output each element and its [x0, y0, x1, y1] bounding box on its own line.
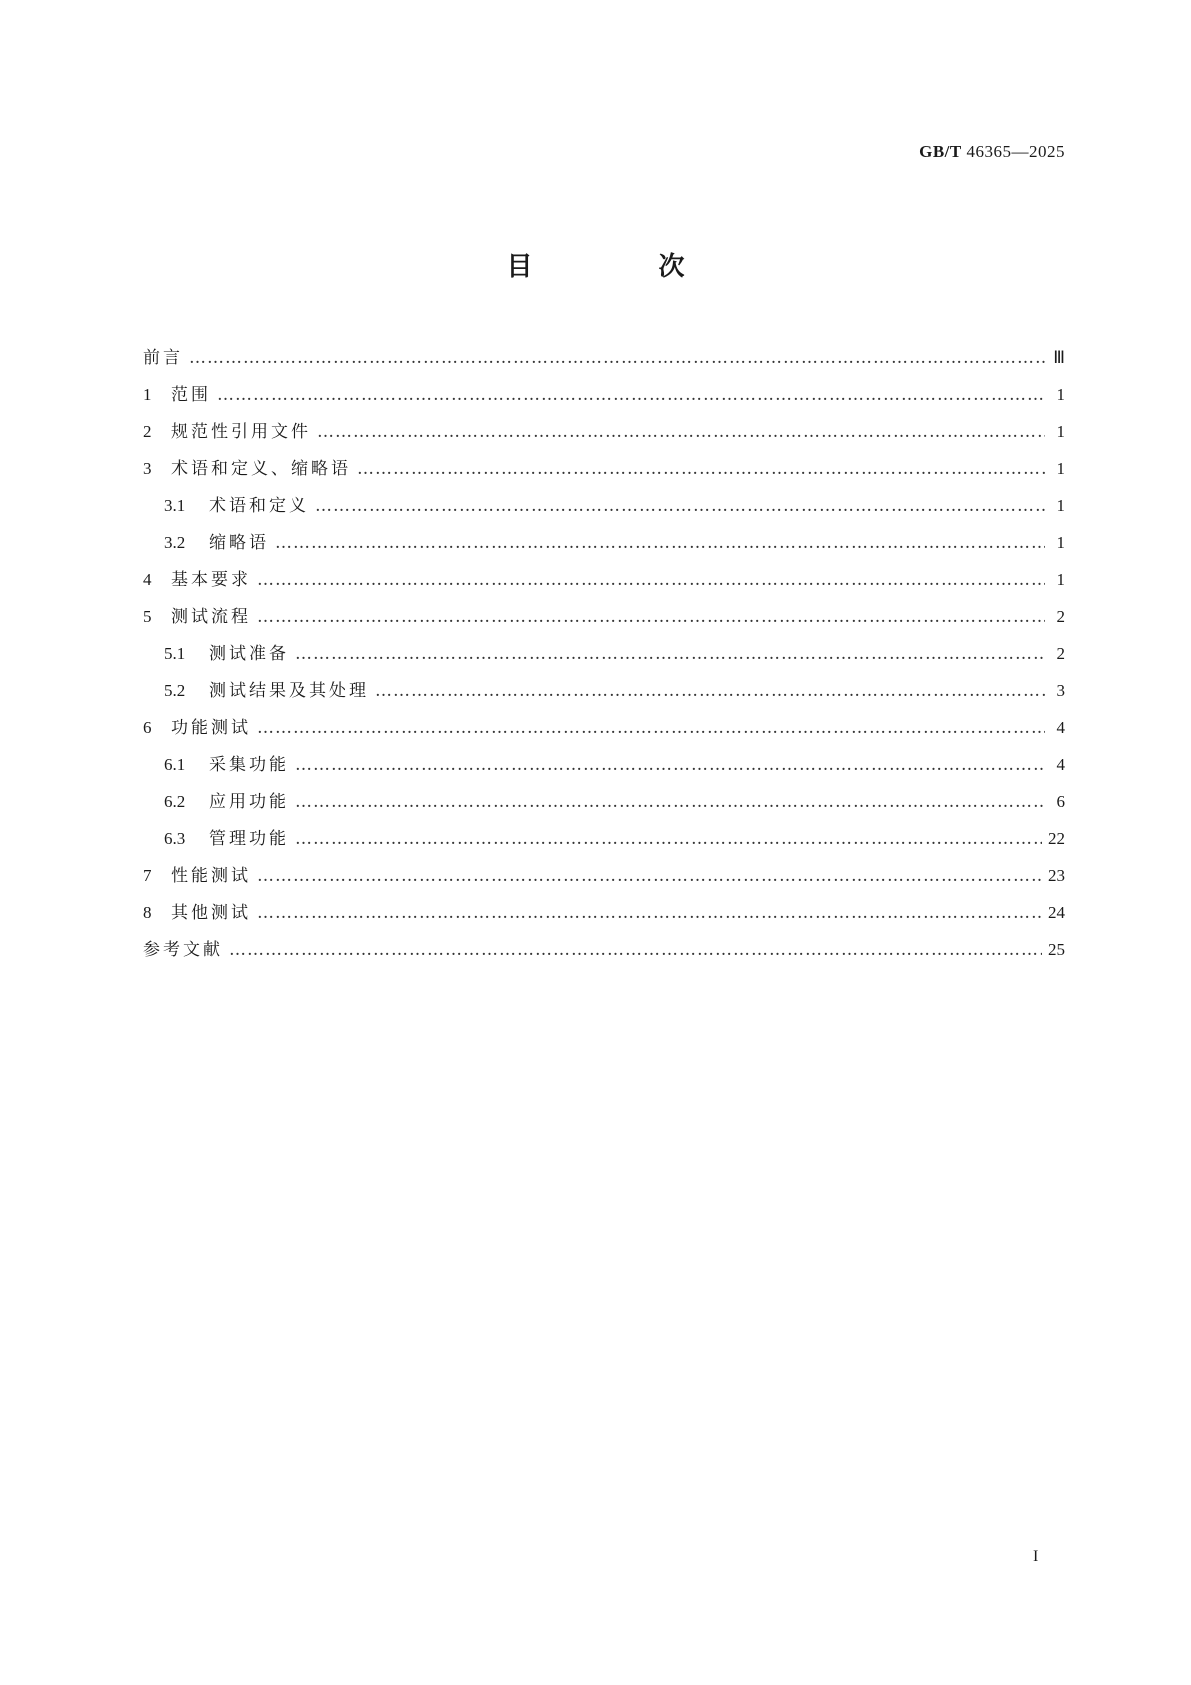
toc-dot-leader [257, 607, 1045, 627]
toc-dot-leader [257, 866, 1042, 886]
toc-entry[interactable] [143, 935, 1065, 972]
toc-entry[interactable] [143, 713, 1065, 750]
toc-dot-leader [257, 903, 1042, 923]
toc-entry-page: 23 [1048, 866, 1065, 885]
toc-entry[interactable] [143, 454, 1065, 491]
toc-entry-label: 缩略语 [209, 533, 269, 553]
toc-entry-number: 6 [143, 718, 152, 737]
standard-prefix: GB/T [919, 142, 962, 161]
toc-dot-leader [295, 644, 1045, 664]
toc-entry-page: 2 [1056, 607, 1065, 626]
toc-entry[interactable] [143, 861, 1065, 898]
toc-entry[interactable] [143, 898, 1065, 935]
toc-entry-label: 测试流程 [171, 607, 251, 627]
toc-entry-page: 1 [1056, 459, 1065, 478]
standard-code: 46365—2025 [966, 142, 1065, 161]
toc-entry[interactable] [143, 565, 1065, 602]
toc-entry-number: 6.3 [164, 829, 186, 848]
toc-entry[interactable] [143, 528, 1065, 565]
toc-entry-label: 测试准备 [209, 644, 289, 664]
toc-entry-label: 功能测试 [171, 718, 251, 738]
toc-entry-number: 2 [143, 422, 152, 441]
toc-entry-label: 参考文献 [143, 940, 223, 960]
toc-dot-leader [315, 496, 1045, 516]
toc-entry-page: 1 [1056, 422, 1065, 441]
toc-entry-page: 24 [1048, 903, 1065, 922]
toc-entry-number: 4 [143, 570, 152, 589]
toc-entry-number: 3 [143, 459, 152, 478]
toc-entry[interactable] [143, 676, 1065, 713]
toc-entry[interactable] [143, 750, 1065, 787]
toc-entry[interactable] [143, 824, 1065, 861]
toc-entry-number: 5.2 [164, 681, 186, 700]
toc-entry-label: 管理功能 [209, 829, 289, 849]
toc-entry-label: 应用功能 [209, 792, 289, 812]
toc-entry-label: 术语和定义、缩略语 [171, 459, 351, 479]
toc-entry-page: 3 [1056, 681, 1065, 700]
toc-entry-page: 1 [1056, 570, 1065, 589]
toc-entry-page: 4 [1056, 718, 1065, 737]
toc-dot-leader [295, 792, 1045, 812]
toc-entry[interactable] [143, 417, 1065, 454]
toc-entry-label: 测试结果及其处理 [209, 681, 369, 701]
toc-entry-number: 6.2 [164, 792, 186, 811]
toc-entry-number: 5.1 [164, 644, 186, 663]
table-of-contents [143, 343, 1065, 972]
toc-entry[interactable] [143, 491, 1065, 528]
toc-entry-page: 22 [1048, 829, 1065, 848]
toc-entry-page: 4 [1056, 755, 1065, 774]
toc-entry-number: 7 [143, 866, 152, 885]
toc-entry-page: 6 [1056, 792, 1065, 811]
toc-entry-label: 其他测试 [171, 903, 251, 923]
toc-dot-leader [295, 829, 1042, 849]
toc-dot-leader [229, 940, 1042, 960]
toc-dot-leader [295, 755, 1045, 775]
toc-entry-label: 术语和定义 [209, 496, 309, 516]
toc-entry-number: 5 [143, 607, 152, 626]
toc-entry-page: Ⅲ [1053, 348, 1065, 367]
toc-dot-leader [375, 681, 1045, 701]
toc-dot-leader [189, 348, 1045, 368]
page-title: 目 次 [506, 252, 735, 282]
toc-dot-leader [317, 422, 1045, 442]
toc-entry-number: 3.1 [164, 496, 186, 515]
toc-entry-page: 2 [1056, 644, 1065, 663]
toc-entry-number: 8 [143, 903, 152, 922]
toc-entry-label: 范围 [171, 385, 211, 405]
toc-entry-number: 1 [143, 385, 152, 404]
toc-dot-leader [257, 570, 1045, 590]
toc-entry-page: 1 [1056, 385, 1065, 404]
standard-number [919, 142, 1065, 162]
toc-entry-page: 25 [1048, 940, 1065, 959]
toc-entry-number: 3.2 [164, 533, 186, 552]
toc-entry-label: 采集功能 [209, 755, 289, 775]
toc-entry-page: 1 [1056, 496, 1065, 515]
toc-entry-label: 前言 [143, 348, 183, 368]
toc-entry[interactable] [143, 639, 1065, 676]
toc-entry-page: 1 [1056, 533, 1065, 552]
toc-entry[interactable] [143, 787, 1065, 824]
page-number: I [1033, 1548, 1039, 1565]
toc-entry[interactable] [143, 380, 1065, 417]
toc-entry-label: 规范性引用文件 [171, 422, 311, 442]
toc-dot-leader [257, 718, 1045, 738]
toc-dot-leader [217, 385, 1045, 405]
toc-dot-leader [275, 533, 1045, 553]
toc-entry-number: 6.1 [164, 755, 186, 774]
toc-entry[interactable] [143, 343, 1065, 380]
toc-entry[interactable] [143, 602, 1065, 639]
toc-dot-leader [357, 459, 1045, 479]
toc-entry-label: 基本要求 [171, 570, 251, 590]
toc-entry-label: 性能测试 [171, 866, 251, 886]
